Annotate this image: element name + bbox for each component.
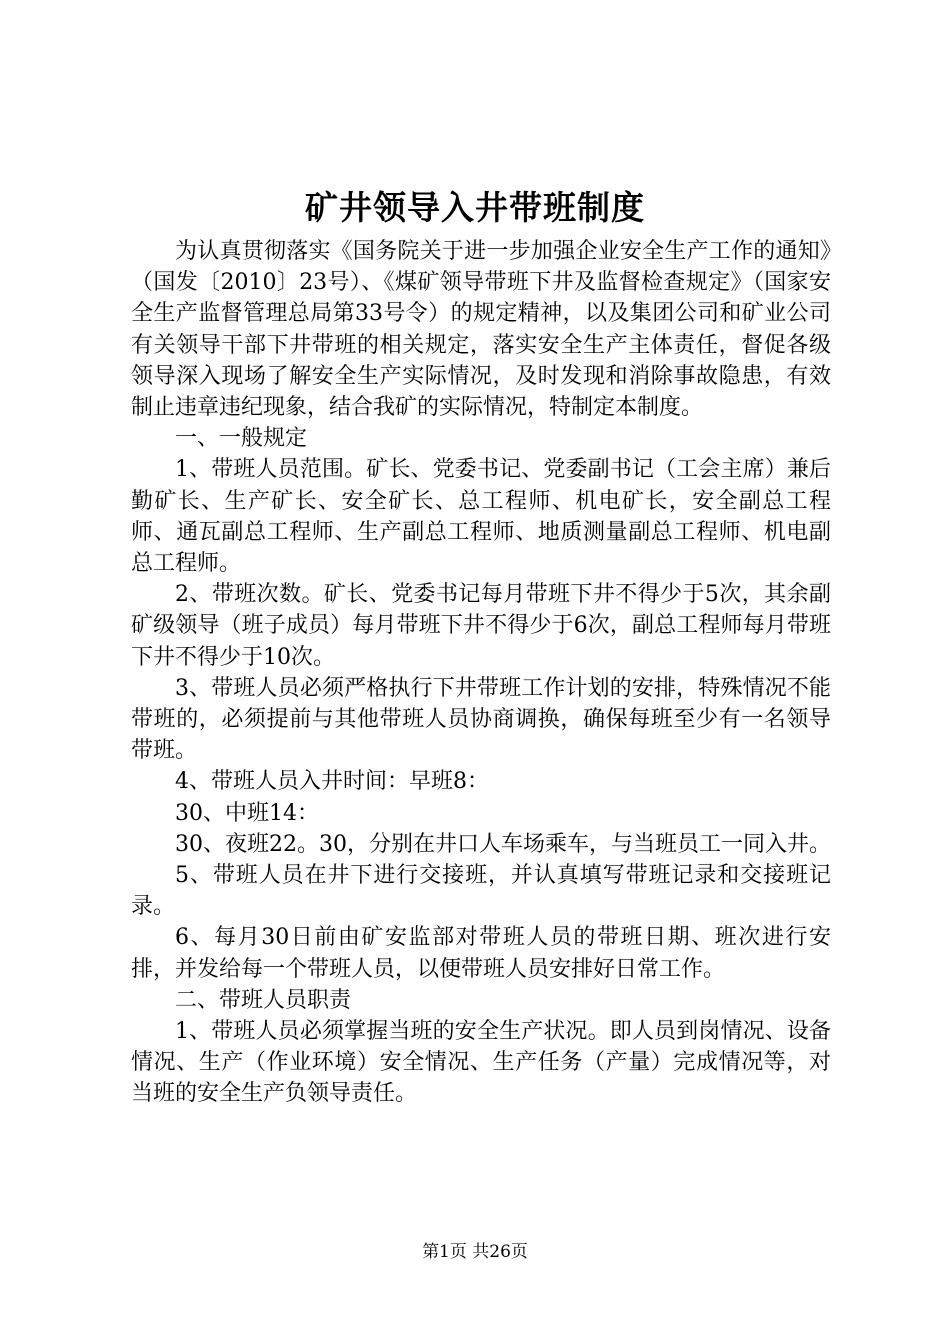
paragraph-rule-6: 6、每月30日前由矿安监部对带班人员的带班日期、班次进行安排，并发给每一个带班人员，以便带班人员安排好日常工作。 <box>131 925 831 982</box>
paragraph-rule-1: 1、带班人员范围。矿长、党委书记、党委副书记（工会主席）兼后勤矿长、生产矿长、安全矿长、总工程师、机电矿长，安全副总工程师、通瓦副总工程师、生产副总工程师、地质测量副总工程师、机电副总工程师。 <box>131 457 831 577</box>
paragraph-duty-1: 1、带班人员必须掌握当班的安全生产状况。即人员到岗情况、设备情况、生产（作业环境）安全情况、生产任务（产量）完成情况等，对当班的安全生产负领导责任。 <box>131 1019 831 1107</box>
paragraph-rule-4: 4、带班人员入井时间：早班8： <box>175 769 489 795</box>
paragraph-rule-4-cont-2: 30、夜班22。30，分别在井口人车场乘车，与当班员工一同入井。 <box>175 831 831 857</box>
page-footer: 第1页 共26页 <box>422 1242 528 1262</box>
paragraph-rule-5: 5、带班人员在井下进行交接班，并认真填写带班记录和交接班记录。 <box>131 863 831 920</box>
document-body <box>131 236 831 1110</box>
document-title: 矿井领导入井带班制度 <box>305 188 645 227</box>
section-heading-general: 一、一般规定 <box>175 426 308 452</box>
paragraph-rule-3: 3、带班人员必须严格执行下井带班工作计划的安排，特殊情况不能带班的，必须提前与其他带班人员协商调换，确保每班至少有一名领导带班。 <box>131 675 831 764</box>
section-heading-duties: 二、带班人员职责 <box>175 987 352 1013</box>
paragraph-rule-2: 2、带班次数。矿长、党委书记每月带班下井不得少于5次，其余副矿级领导（班子成员）每月带班下井不得少于6次，副总工程师每月带班下井不得少于10次。 <box>131 582 831 670</box>
paragraph-intro: 为认真贯彻落实《国务院关于进一步加强企业安全生产工作的通知》（国发〔2010〕23号）、《煤矿领导带班下井及监督检查规定》（国家安全生产监督管理总局第33号令）的规定精神，以及集团公司和矿业公司有关领导干部下井带班的相关规定，落实安全生产主体责任，督促各级领导深入现场了解安全生产实际情况，及时发现和消除事故隐患，有效制止违章违纪现象，结合我矿的实际情况，特制定本制度。 <box>131 239 831 421</box>
paragraph-rule-4-cont-1: 30、中班14： <box>175 800 319 826</box>
